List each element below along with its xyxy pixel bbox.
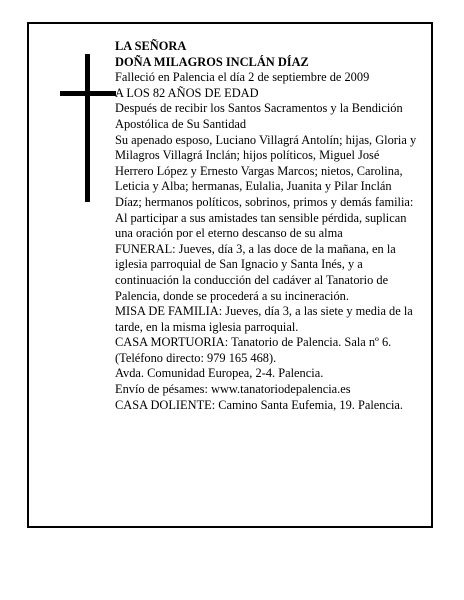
family-mass-paragraph: MISA DE FAMILIA: Jueves, día 3, a las siete y media de la tarde, en la misma iglesia parroquial.	[115, 304, 413, 334]
condolences-line: Envío de pésames: www.tanatoriodepalencia.es	[115, 382, 351, 397]
request-paragraph: Al participar a sus amistades tan sensible pérdida, suplican una oración por el eterno descanso de su alma	[115, 210, 407, 241]
sacraments-paragraph: Después de recibir los Santos Sacramentos y la Bendición Apostólica de Su Santidad	[115, 101, 403, 131]
funeral-home-paragraph: CASA MORTUORIA: Tanatorio de Palencia. Sala nº 6. (Teléfono directo: 979 165 468).	[115, 335, 392, 365]
deceased-name: DOÑA MILAGROS INCLÁN DÍAZ	[115, 54, 309, 69]
mourning-house-paragraph: CASA DOLIENTE: Camino Santa Eufemia, 19. Palencia.	[115, 397, 404, 412]
cross-icon	[60, 54, 116, 202]
obituary-text	[115, 39, 419, 413]
funeral-paragraph: FUNERAL: Jueves, día 3, a las doce de la mañana, en la iglesia parroquial de San Ignacio y Santa Inés, y a continuación la conducción del cadáver al Tanatorio de Palencia, donde se procederá a su incineración.	[115, 241, 396, 303]
obituary-frame	[27, 22, 433, 528]
death-date: Falleció en Palencia el día 2 de septiembre de 2009	[115, 70, 370, 85]
family-paragraph: Su apenado esposo, Luciano Villagrá Antolín; hijas, Gloria y Milagros Villagrá Inclán; hijos políticos, Miguel José Herrero López y Ernesto Vargas Marcos; nietos, Carolina, Leticia y Alba; hermanas, Eulalia, Juanita y Pilar Inclán Díaz; hermanos políticos, sobrinos, primos y demás familia:	[115, 132, 417, 209]
address-line: Avda. Comunidad Europea, 2-4. Palencia.	[115, 366, 324, 381]
age-line: A LOS 82 AÑOS DE EDAD	[115, 85, 259, 100]
title-line-1: LA SEÑORA	[115, 39, 187, 53]
